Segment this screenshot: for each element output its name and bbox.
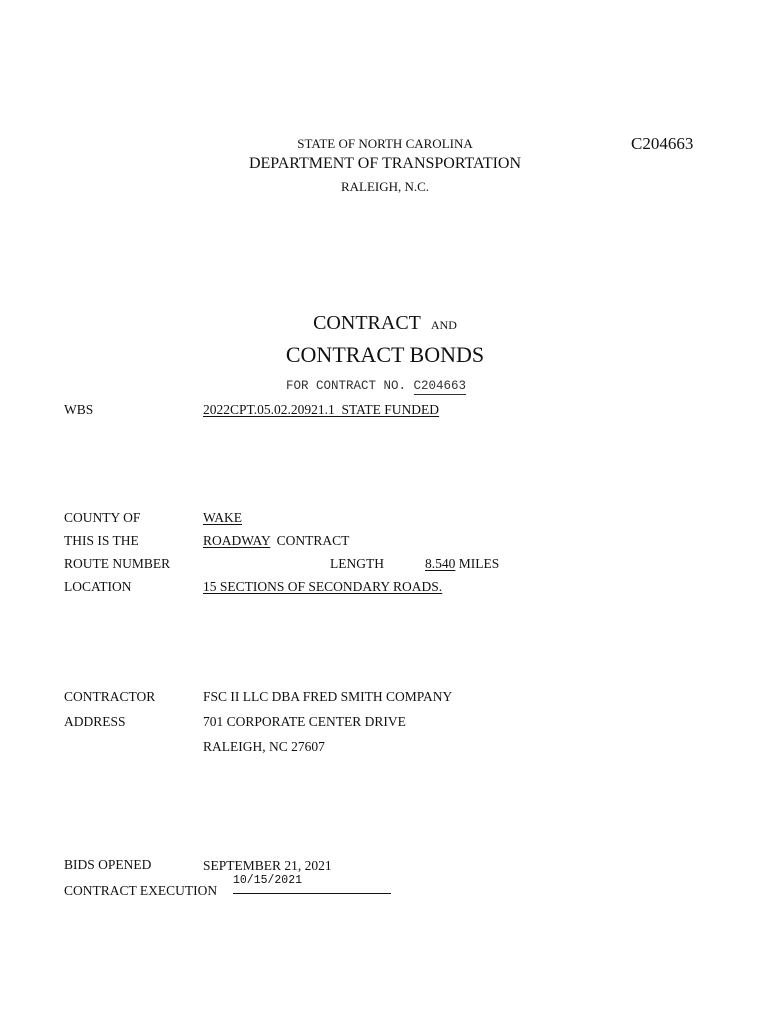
contract-execution-label: CONTRACT EXECUTION (64, 883, 218, 898)
title-line-1 (0, 312, 770, 335)
location-value: 15 SECTIONS OF SECONDARY ROADS. (203, 579, 443, 594)
contract-type-line (203, 533, 349, 549)
length-value: 8.540 (425, 556, 456, 571)
contractor-name: FSC II LLC DBA FRED SMITH COMPANY (203, 689, 453, 704)
for-contract-line (286, 379, 466, 393)
length-label: LENGTH (330, 556, 384, 571)
for-contract-number: C204663 (413, 379, 467, 393)
address-line-2: RALEIGH, NC 27607 (203, 739, 325, 754)
wbs-label: WBS (64, 402, 94, 417)
contract-type-suffix: CONTRACT (276, 533, 350, 548)
for-contract-label: FOR CONTRACT NO. (286, 379, 407, 393)
title-and: AND (430, 318, 457, 332)
route-number-label: ROUTE NUMBER (64, 556, 171, 571)
county-value: WAKE (203, 510, 242, 525)
title-contract: CONTRACT (313, 312, 421, 334)
wbs-value: 2022CPT.05.02.20921.1 STATE FUNDED (203, 402, 440, 417)
contract-execution-value: 10/15/2021 (233, 874, 303, 887)
length-line (425, 556, 499, 572)
title-contract-bonds: CONTRACT BONDS (285, 342, 485, 367)
city-name: RALEIGH, N.C. (340, 179, 430, 194)
execution-signature-line (233, 893, 391, 894)
contractor-label: CONTRACTOR (64, 689, 156, 704)
address-label: ADDRESS (64, 714, 126, 729)
bids-opened-label: BIDS OPENED (64, 857, 152, 872)
length-unit: MILES (458, 556, 500, 571)
state-name: STATE OF NORTH CAROLINA (297, 136, 473, 151)
department-name: DEPARTMENT OF TRANSPORTATION (248, 155, 522, 172)
location-label: LOCATION (64, 579, 132, 594)
bids-opened-value: SEPTEMBER 21, 2021 (203, 858, 332, 873)
contract-id-corner: C204663 (631, 134, 694, 153)
contract-type-label: THIS IS THE (64, 533, 139, 548)
address-line-1: 701 CORPORATE CENTER DRIVE (203, 714, 406, 729)
contract-type-value: ROADWAY (203, 533, 271, 548)
county-label: COUNTY OF (64, 510, 141, 525)
